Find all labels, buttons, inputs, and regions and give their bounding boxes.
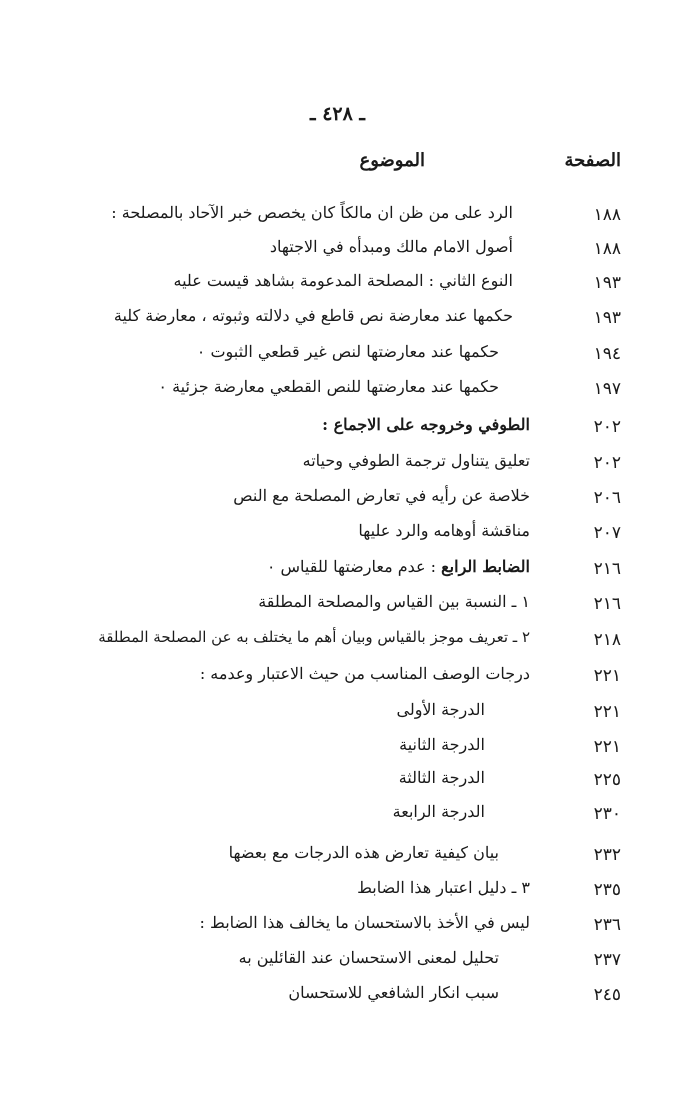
entry-text: حكمها عند معارضتها للنص القطعي معارضة جزئية ٠	[158, 377, 499, 396]
entry-text: سبب انكار الشافعي للاستحسان	[288, 983, 499, 1002]
entry-page: ٢٠٢	[593, 417, 621, 437]
toc-entry	[0, 735, 675, 765]
toc-entry	[0, 664, 675, 694]
entry-page: ٢٠٦	[593, 488, 621, 508]
toc-entry	[0, 237, 675, 267]
entry-text: ١ ـ النسبة بين القياس والمصلحة المطلقة	[258, 592, 530, 611]
toc-entry	[0, 802, 675, 832]
toc-entry	[0, 843, 675, 873]
toc-entry	[0, 203, 675, 233]
entry-text: حكمها عند معارضة نص قاطع في دلالته وثبوته ، معارضة كلية	[113, 306, 513, 325]
toc-entry	[0, 768, 675, 798]
toc-entry	[0, 878, 675, 908]
entry-text: الرد على من ظن ان مالكاً كان يخصص خبر الآحاد بالمصلحة :	[111, 203, 513, 222]
toc-entry	[0, 521, 675, 551]
entry-text: الطوفي وخروجه على الاجماع :	[322, 415, 530, 434]
entry-page: ٢٤٥	[593, 985, 621, 1005]
entry-text: مناقشة أوهامه والرد عليها	[358, 521, 530, 540]
toc-entry	[0, 306, 675, 336]
entry-text: الدرجة الثانية	[399, 735, 485, 754]
entry-text: ٣ ـ دليل اعتبار هذا الضابط	[357, 878, 530, 897]
entry-page: ١٩٣	[593, 308, 621, 328]
entry-page: ٢٢١	[593, 702, 621, 722]
toc-entry	[0, 700, 675, 730]
entry-page: ١٩٧	[593, 379, 621, 399]
entry-page: ٢٣٦	[593, 915, 621, 935]
entry-text: بيان كيفية تعارض هذه الدرجات مع بعضها	[228, 843, 499, 862]
entry-page: ٢٠٢	[593, 453, 621, 473]
toc-entry	[0, 451, 675, 481]
toc-entry	[0, 486, 675, 516]
entry-text: تعليق يتناول ترجمة الطوفي وحياته	[302, 451, 530, 470]
entry-page: ١٨٨	[593, 239, 621, 259]
entry-text: الدرجة الرابعة	[392, 802, 485, 821]
entry-text: ليس في الأخذ بالاستحسان ما يخالف هذا الضابط :	[199, 913, 530, 932]
entry-text: الدرجة الثالثة	[398, 768, 485, 787]
entry-page: ٢١٨	[593, 630, 621, 650]
entry-page: ٢٣٢	[593, 845, 621, 865]
toc-header	[0, 150, 675, 180]
entry-page: ١٨٨	[593, 205, 621, 225]
toc-entry	[0, 377, 675, 407]
entry-page: ٢١٦	[593, 559, 621, 579]
entry-text: حكمها عند معارضتها لنص غير قطعي الثبوت ٠	[196, 342, 499, 361]
entry-page: ١٩٤	[593, 344, 621, 364]
toc-entry	[0, 557, 675, 587]
entry-page: ٢٣٠	[593, 804, 621, 824]
toc-entry	[0, 342, 675, 372]
entry-text: أصول الامام مالك ومبدأه في الاجتهاد	[269, 237, 513, 256]
entry-page: ٢٢٥	[593, 770, 621, 790]
entry-text: الدرجة الأولى	[396, 700, 485, 719]
entry-text: النوع الثاني : المصلحة المدعومة بشاهد قيست عليه	[173, 271, 513, 290]
entry-text: تحليل لمعنى الاستحسان عند القائلين به	[238, 948, 499, 967]
toc-entry	[0, 592, 675, 622]
entry-page: ٢٢١	[593, 737, 621, 757]
entry-text: خلاصة عن رأيه في تعارض المصلحة مع النص	[233, 486, 530, 505]
topic-column-header: الموضوع	[359, 150, 425, 171]
entry-page: ٢٠٧	[593, 523, 621, 543]
toc-entry	[0, 983, 675, 1013]
entry-text: : عدم معارضتها للقياس ٠	[266, 557, 442, 576]
toc-entry	[0, 628, 675, 658]
entry-page: ٢١٦	[593, 594, 621, 614]
toc-entry	[0, 271, 675, 301]
entry-page: ٢٣٧	[593, 950, 621, 970]
toc-entry	[0, 913, 675, 943]
entry-text-bold: الضابط الرابع	[441, 557, 530, 576]
page-column-header: الصفحة	[564, 150, 621, 171]
entry-text: ٢ ـ تعريف موجز بالقياس وبيان أهم ما يختلف به عن المصلحة المطلقة	[98, 628, 530, 646]
entry-page: ١٩٣	[593, 273, 621, 293]
toc-entry	[0, 415, 675, 445]
entry-text-group	[267, 557, 530, 576]
toc-entry	[0, 948, 675, 978]
page-number: ـ ٤٢٨ ـ	[310, 103, 365, 125]
entry-page: ٢٣٥	[593, 880, 621, 900]
entry-page: ٢٢١	[593, 666, 621, 686]
entry-text: درجات الوصف المناسب من حيث الاعتبار وعدمه :	[199, 664, 530, 683]
